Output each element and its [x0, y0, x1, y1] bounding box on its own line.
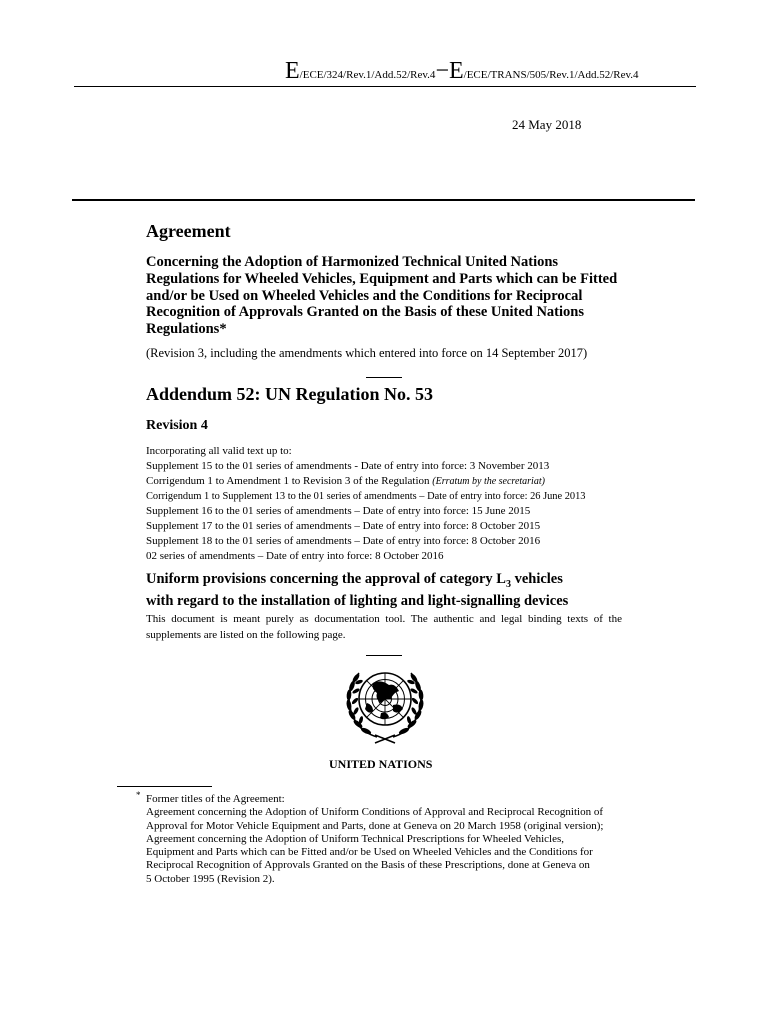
incorporated-item: Supplement 18 to the 01 series of amendments – Date of entry into force: 8 October 2016: [146, 535, 541, 547]
incorporated-texts: [146, 444, 646, 564]
footnote-rule: [117, 786, 212, 787]
category-subscript: 3: [505, 578, 511, 590]
header-rule: [74, 86, 696, 87]
incorporated-item: Corrigendum 1 to Supplement 13 to the 01 series of amendments – Date of entry into force: 26 June 2013: [146, 491, 586, 502]
erratum-note: (Erratum by the secretariat): [432, 476, 545, 487]
footnote-marker: *: [136, 790, 141, 800]
footnote-line: Reciprocal Recognition of Approvals Granted on the Basis of these Prescriptions, done at Geneva on: [146, 859, 590, 872]
documentation-note: This document is meant purely as documentation tool. The authentic and legal binding texts of the supplements are listed on the following page.: [146, 613, 622, 641]
symbol-separator: −: [435, 58, 449, 84]
regulation-title-line1-end: vehicles: [510, 571, 563, 587]
incorporated-item: [146, 474, 646, 489]
title-rule: [72, 199, 695, 201]
footnote-line: Agreement concerning the Adoption of Uniform Technical Prescriptions for Wheeled Vehicles,: [146, 832, 565, 845]
agreement-subtitle: Concerning the Adoption of Harmonized Technical United Nations Regulations for Wheeled Vehicles, Equipment and Parts which can be Fitted and/or be Used on Wheeled Vehicles and the Conditions for Reciprocal Recognition of Approvals Granted on the Basis of these United Nations Regulations*: [146, 254, 618, 338]
symbol-2: /ECE/TRANS/505/Rev.1/Add.52/Rev.4: [463, 69, 639, 81]
regulation-title-line2: with regard to the installation of lighting and light-signalling devices: [146, 592, 569, 609]
footnote-line: Approval for Motor Vehicle Equipment and Parts, done at Geneva on 20 March 1958 (original version);: [146, 819, 604, 832]
un-emblem-icon: [337, 663, 433, 745]
revision-label: Revision 4: [146, 418, 208, 433]
footnote: [146, 793, 632, 886]
incorporating-intro: Incorporating all valid text up to:: [146, 445, 292, 457]
symbol-prefix-1: E: [285, 58, 300, 84]
incorporated-item: 02 series of amendments – Date of entry into force: 8 October 2016: [146, 550, 444, 562]
agreement-heading: Agreement: [146, 221, 231, 241]
document-date: 24 May 2018: [512, 117, 582, 132]
regulation-title: [146, 571, 626, 610]
incorporated-item: Supplement 15 to the 01 series of amendments - Date of entry into force: 3 November 2013: [146, 460, 550, 472]
organization-name: UNITED NATIONS: [329, 757, 433, 771]
footnote-line: Former titles of the Agreement:: [146, 793, 285, 805]
symbol-1: /ECE/324/Rev.1/Add.52/Rev.4: [299, 69, 436, 81]
addendum-title: Addendum 52: UN Regulation No. 53: [146, 384, 434, 404]
revision-note: (Revision 3, including the amendments which entered into force on 14 September 2017): [146, 346, 588, 360]
incorporated-item-text: Corrigendum 1 to Amendment 1 to Revision 3 of the Regulation: [146, 475, 430, 487]
regulation-title-line1: Uniform provisions concerning the approval of category L: [146, 571, 506, 587]
section-divider: [366, 655, 402, 656]
symbol-prefix-2: E: [448, 58, 464, 84]
footnote-line: Agreement concerning the Adoption of Uniform Conditions of Approval and Reciprocal Recognition of: [146, 806, 604, 819]
incorporated-item: Supplement 17 to the 01 series of amendments – Date of entry into force: 8 October 2015: [146, 520, 541, 532]
document-symbol: [285, 58, 639, 85]
footnote-line: 5 October 1995 (Revision 2).: [146, 872, 275, 885]
section-divider: [366, 377, 402, 378]
incorporated-item: Supplement 16 to the 01 series of amendments – Date of entry into force: 15 June 2015: [146, 505, 531, 517]
footnote-line: Equipment and Parts which can be Fitted and/or be Used on Wheeled Vehicles and the Conditions for: [146, 846, 593, 859]
